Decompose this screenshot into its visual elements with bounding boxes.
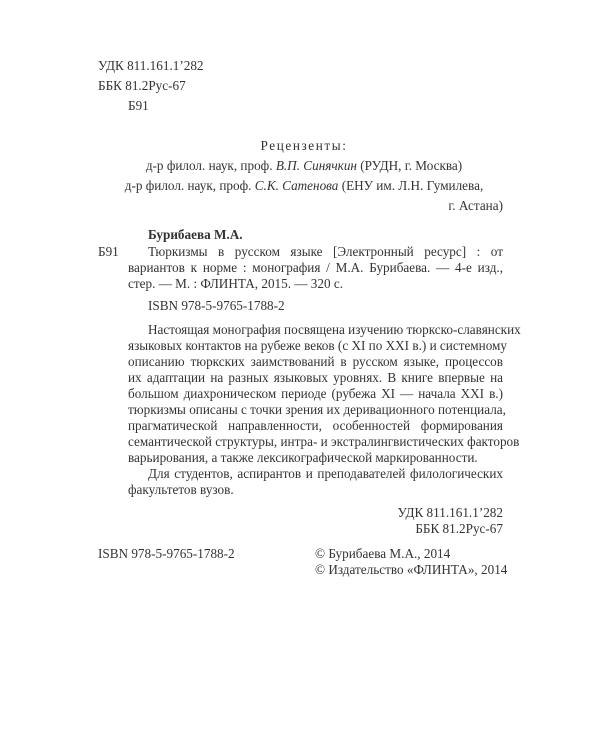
reviewer-2-city: г. Астана) [448, 198, 503, 213]
reviewer-2-affiliation: (ЕНУ им. Л.Н. Гумилева, [338, 178, 484, 193]
abstract-line-4: их адаптации на разных языковых уровнях. В книге впервые на [128, 370, 503, 385]
biblio-author: Бурибаева М.А. [148, 227, 243, 242]
reviewer-1-title: д-р филол. наук, проф. [145, 158, 276, 173]
footer-isbn: ISBN 978-5-9765-1788-2 [98, 546, 235, 561]
reviewer-1-name: В.П. Синячкин [275, 158, 357, 173]
copyright-publisher: © Издательство «ФЛИНТА», 2014 [315, 562, 508, 577]
biblio-mark: Б91 [98, 244, 119, 259]
audience-line-1: Для студентов, аспирантов и преподавателей филологических [148, 466, 503, 481]
reviewer-2-name: С.К. Сатенова [254, 178, 339, 193]
abstract-line-9: варьирования, а также лексикографической маркированности. [128, 450, 478, 465]
biblio-isbn: ISBN 978-5-9765-1788-2 [148, 298, 285, 313]
footer-udk: УДК 811.161.1’282 [397, 505, 503, 520]
biblio-line-3: стер. — М. : ФЛИНТА, 2015. — 320 с. [128, 276, 344, 291]
abstract-line-5: большом диахроническом периоде (рубежа XI — начала XXI в.) [128, 386, 503, 401]
abstract-line-2: языковых контактов на рубеже веков (с XI по XXI в.) и системному [128, 338, 507, 353]
biblio-line-1: Тюркизмы в русском языке [Электронный ресурс] : от [148, 244, 503, 259]
reviewer-2-title: д-р филол. наук, проф. [124, 178, 255, 193]
copyright-author: © Бурибаева М.А., 2014 [315, 546, 451, 561]
header-author-mark: Б91 [128, 98, 149, 113]
reviewers-heading: Рецензенты: [260, 138, 348, 153]
reviewer-2 [80, 178, 528, 193]
reviewer-1 [80, 158, 528, 173]
header-udk: УДК 811.161.1’282 [98, 58, 204, 73]
abstract-line-3: описанию тюркских заимствований в русском языке, процессов [128, 354, 503, 369]
header-bbk: ББК 81.2Рус-67 [98, 78, 186, 93]
audience-line-2: факультетов вузов. [128, 482, 234, 497]
abstract-line-8: семантической структуры, интра- и экстралингвистических факторов [128, 434, 520, 449]
biblio-line-2: вариантов к норме : монография / М.А. Бурибаева. — 4-е изд., [128, 260, 503, 275]
reviewer-1-affiliation: (РУДН, г. Москва) [356, 158, 463, 173]
footer-bbk: ББК 81.2Рус-67 [415, 521, 503, 536]
abstract-line-1: Настоящая монография посвящена изучению тюркско-славянских [148, 322, 521, 337]
abstract-line-6: тюркизмы описаны с точки зрения их деривационного потенциала, [128, 402, 506, 417]
abstract-line-7: прагматической направленности, особенностей формирования [128, 418, 503, 433]
